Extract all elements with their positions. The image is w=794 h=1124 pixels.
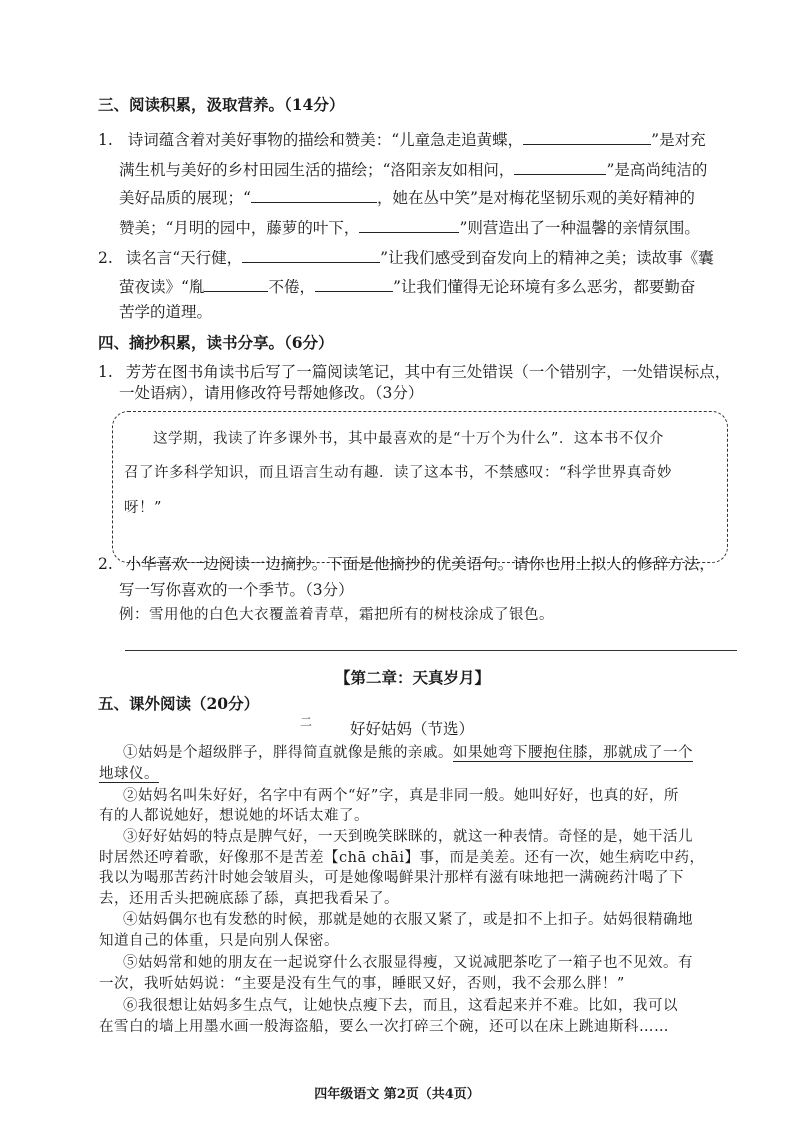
s4-q1-line1: 1. 芳芳在图书角读书后写了一篇阅读笔记，其中有三处错误（一个错别字，一处错误标点， [98, 363, 731, 381]
s4-q2-line1: 2. 小华喜欢一边阅读一边摘抄。下面是他摘抄的优美语句。请你也用上拟人的修辞方法， [98, 555, 715, 573]
s4-q1-num: 1. [98, 363, 113, 381]
s3-q2-num: 2. [98, 249, 113, 267]
blank-poem-3[interactable] [251, 188, 377, 203]
s4-q2-num: 2. [98, 555, 113, 573]
section3-heading: 三、阅读积累，汲取营养。（14分） [98, 95, 345, 114]
note-line-2: 召了许多科学知识，而且语言生动有趣．读了这本书，不禁感叹：“科学世界真奇妙 [124, 465, 672, 481]
s3-q2-line2: 萤夜读》“胤 不倦， ”让我们懂得无论环境有多么恶劣，都要勤奋 [119, 278, 696, 296]
para-5-line2: 一次，我听姑妈说：“主要是没有生气的事，睡眠又好，否则，我不会那么胖！” [99, 976, 625, 992]
blank-story-1[interactable] [204, 277, 268, 292]
page-footer: 四年级语文 第2页（共4页） [314, 1087, 480, 1102]
section4-heading: 四、摘抄积累，读书分享。（6分） [98, 333, 334, 352]
note-line-3: 呀！” [124, 500, 162, 516]
underlined-sentence: 如果她弯下腰抱住膝，那就成了一个 [453, 745, 693, 761]
para-3-line1: ③好好姑妈的特点是脾气好，一天到晚笑眯眯的，就这一种表情。奇怪的是，她干活儿 [123, 829, 693, 845]
s4-q2-line2: 写一写你喜欢的一个季节。（3分） [119, 581, 354, 599]
s3-q2-line1: 2. 读名言“天行健， ”让我们感受到奋发向上的精神之美；读故事《囊 [98, 249, 714, 267]
para-4-line2: 知道自己的体重，只是向别人保密。 [99, 933, 339, 949]
para-1-line1: ①姑妈是个超级胖子，胖得简直就像是熊的亲戚。如果她弯下腰抱住膝，那就成了一个 [123, 745, 693, 761]
note-line-1: 这学期，我读了许多课外书，其中最喜欢的是“十万个为什么”．这本书不仅介 [153, 431, 664, 447]
blank-poem-1[interactable] [523, 130, 651, 145]
para-3-line3: 我以为喝那苦药汁时她会皱眉头，可是她像喝鲜果汁那样有滋有味地把一满碗药汁喝了下 [99, 870, 684, 886]
s3-q1-line4: 赞美；“月明的园中，藤萝的叶下， ”则营造出了一种温馨的亲情氛围。 [119, 219, 700, 237]
para-6-line2: 在雪白的墙上用墨水画一般海盗船，要么一次打碎三个碗，还可以在床上跳迪斯科…… [99, 1019, 669, 1035]
para-4-line1: ④姑妈偶尔也有发愁的时候，那就是她的衣服又紧了，或是扣不上扣子。姑妈很精确地 [123, 912, 693, 928]
s3-q1-num: 1. [98, 131, 113, 149]
blank-story-2[interactable] [315, 277, 393, 292]
s3-q1-line2: 满生机与美好的乡村田园生活的描绘；“洛阳亲友如相问， ”是高尚纯洁的 [119, 161, 708, 179]
chapter-title: 【第二章：天真岁月】 [335, 668, 491, 687]
handwritten-mark: 二 [300, 715, 313, 729]
blank-poem-4[interactable] [359, 218, 459, 233]
divider-line [125, 650, 737, 651]
s3-q1-line3: 美好品质的展现；“ ，她在丛中笑”是对梅花坚韧乐观的美好精神的 [119, 189, 695, 207]
para-6-line1: ⑥我很想让姑妈多生点气，让她快点瘦下去，而且，这看起来并不难。比如，我可以 [123, 998, 678, 1014]
s3-q2-line3: 苦学的道理。 [119, 303, 213, 321]
s4-q1-line2: 一处语病），请用修改符号帮她修改。（3分） [119, 384, 424, 402]
s3-q1-line1: 1. 诗词蕴含着对美好事物的描绘和赞美：“儿童急走追黄蝶， ”是对充 [98, 131, 706, 149]
blank-quote-1[interactable] [242, 248, 380, 263]
s4-q2-example: 例：雪用他的白色大衣覆盖着青草，霜把所有的树枝涂成了银色。 [119, 607, 554, 623]
blank-poem-2[interactable] [514, 160, 606, 175]
para-2-line2: 有的人都说她好，想说她的坏话太难了。 [99, 808, 369, 824]
para-3-line2: 时居然还哼着歌，好像那不是苦差【chā chāi】事，而是美差。还有一次，她生病吃中药， [99, 850, 705, 866]
para-2-line1: ②姑妈名叫朱好好，名字中有两个“好”字，真是非同一般。她叫好好，也真的好，所 [123, 788, 679, 804]
para-3-line4: 去，还用舌头把碗底舔了舔，真把我看呆了。 [99, 891, 399, 907]
para-5-line1: ⑤姑妈常和她的朋友在一起说穿什么衣服显得瘦，又说减肥茶吃了一箱子也不见效。有 [123, 955, 693, 971]
para-1-line2: 地球仪。 [99, 766, 159, 782]
passage-title: 好好姑妈（节选） [350, 720, 475, 738]
section5-heading: 五、课外阅读（20分） [98, 694, 260, 713]
